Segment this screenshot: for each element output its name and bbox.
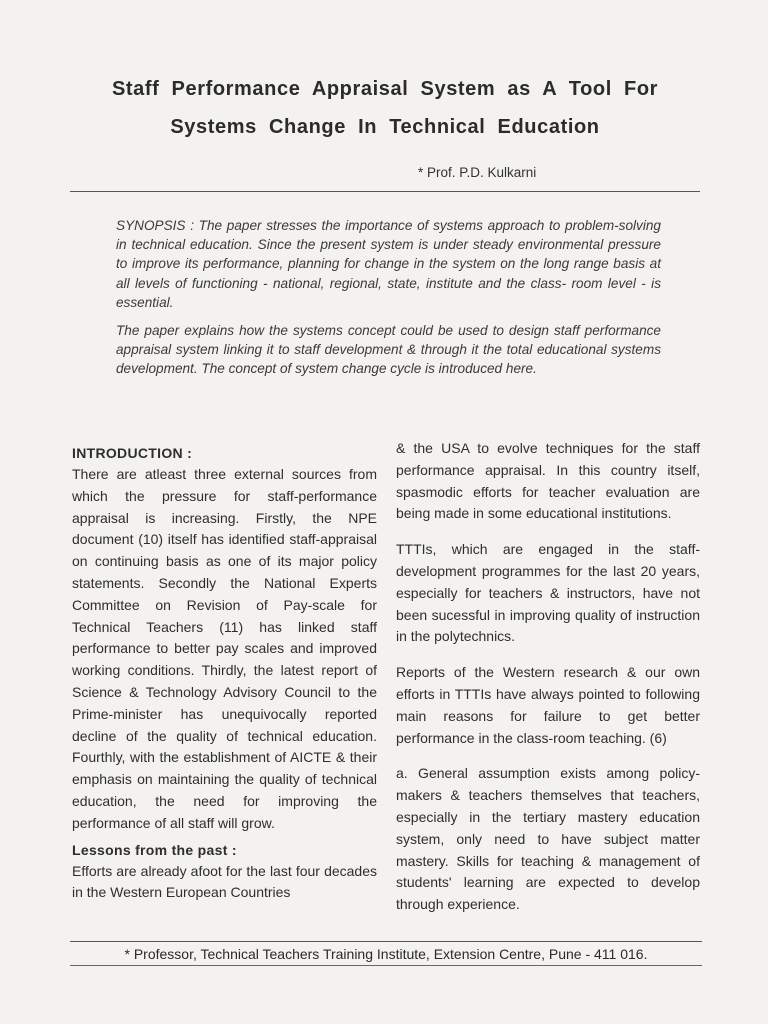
right-paragraph-4: a. General assumption exists among policy-makers & teachers themselves that teachers, especially in the tertiary mastery education system, only need to have subject matter mastery. Skills for teaching & management of students' learning are expected to develop through experience. (396, 765, 700, 913)
left-column (72, 438, 377, 904)
synopsis-block (116, 216, 661, 388)
right-paragraph-1: & the USA to evolve techniques for the staff performance appraisal. In this country itself, spasmodic efforts for teacher evaluation are being made in some educational institutions. (396, 440, 700, 522)
introduction-heading: INTRODUCTION : (72, 445, 193, 461)
lessons-text: Efforts are already afoot for the last four decades in the Western European Countries (72, 862, 377, 901)
right-paragraph-3: Reports of the Western research & our own efforts in TTTIs have always pointed to following main reasons for failure to get better performance in the class-room teaching. (6) (396, 664, 700, 746)
paper-title-line-2: Systems Change In Technical Education (170, 116, 600, 138)
synopsis-paragraph-2: The paper explains how the systems concept could be used to design staff performance appraisal system linking it to staff development & through it the total educational systems development. The concept of system change cycle is introduced here. (116, 323, 661, 377)
paper-title (60, 70, 710, 146)
right-paragraph-2: TTTIs, which are engaged in the staff-development programmes for the last 20 years, especially for teachers & instructors, have not been sucessful in improving quality of instruction in the polytechnics. (396, 541, 700, 645)
introduction-text: There are atleast three external sources from which the pressure for staff-performance appraisal is increasing. Firstly, the NPE document (10) itself has identified staff-appraisal on continuing basis as one of its major policy statements. Secondly the National Experts Committee on Revision of Pay-scale for Technical Teachers (11) has linked staff performance to better pay scales and improved working conditions. Thirdly, the latest report of Science & Technology Advisory Council to the Prime-minister has unequivocally reported decline of the quality of technical education. Fourthly, with the establishment of AICTE & their emphasis on maintaining the quality of technical education, the need for improving the performance of all staff will grow. (72, 466, 377, 831)
lessons-heading: Lessons from the past : (72, 841, 237, 858)
header-divider (70, 191, 700, 192)
synopsis-paragraph-1: SYNOPSIS : The paper stresses the importance of systems approach to problem-solving in technical education. Since the present system is under steady environmental pressure to improve its performance, planning for change in the system on the long range basis at all levels of functioning - national, regional, state, institute and the class- room level - is essential. (116, 218, 661, 310)
author-footnote: * Professor, Technical Teachers Training Institute, Extension Centre, Pune - 411 016. (124, 946, 648, 962)
right-column (396, 438, 700, 930)
footnote-divider-top (70, 941, 702, 942)
author-name: * Prof. P.D. Kulkarni (418, 165, 537, 180)
footnote-divider-bottom (70, 965, 702, 966)
paper-title-line-1: Staff Performance Appraisal System as A Tool For (111, 78, 659, 100)
